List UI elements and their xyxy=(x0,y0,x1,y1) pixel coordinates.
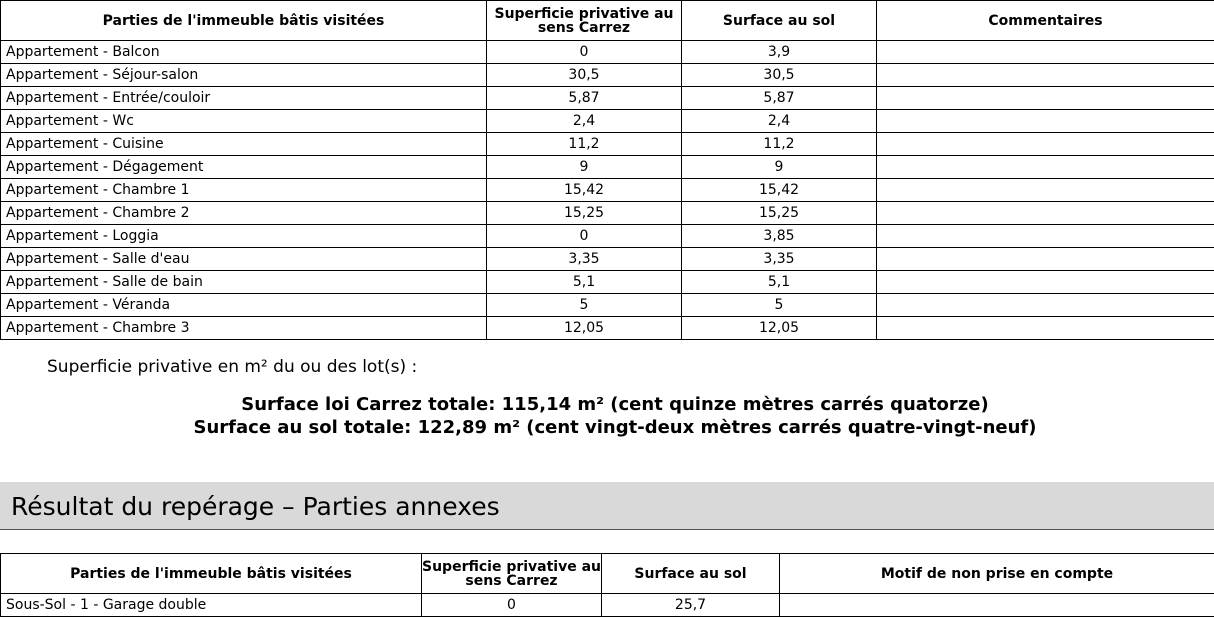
table-row xyxy=(1,317,1214,340)
table-cell: 15,42 xyxy=(487,179,682,202)
table-row xyxy=(1,179,1214,202)
sol-total: Surface au sol totale: 122,89 m² (cent vingt-deux mètres carrés quatre-vingt-neuf) xyxy=(0,417,1214,438)
table-cell: 12,05 xyxy=(487,317,682,340)
table-cell: 2,4 xyxy=(487,110,682,133)
table-cell xyxy=(877,87,1214,110)
table-header-row xyxy=(1,554,1214,594)
table-cell xyxy=(877,133,1214,156)
table-cell: 5,87 xyxy=(682,87,877,110)
table-cell: 15,42 xyxy=(682,179,877,202)
table-header-row xyxy=(1,1,1214,41)
table-cell xyxy=(877,110,1214,133)
col-header-parties: Parties de l'immeuble bâtis visitées xyxy=(1,554,422,594)
table-cell: 5,1 xyxy=(682,271,877,294)
table-cell: 3,9 xyxy=(682,41,877,64)
table-row xyxy=(1,594,1214,617)
table-cell: 11,2 xyxy=(487,133,682,156)
table-cell: Appartement - Salle de bain xyxy=(1,271,487,294)
table-cell xyxy=(877,294,1214,317)
col-header-carrez: Superficie privative au sens Carrez xyxy=(487,1,682,41)
table-row xyxy=(1,156,1214,179)
table-cell xyxy=(780,594,1214,617)
table-cell: Appartement - Chambre 2 xyxy=(1,202,487,225)
table-row xyxy=(1,271,1214,294)
table-cell: 3,85 xyxy=(682,225,877,248)
table-cell: Appartement - Salle d'eau xyxy=(1,248,487,271)
table-row xyxy=(1,64,1214,87)
table-cell: 30,5 xyxy=(682,64,877,87)
table-cell: Appartement - Chambre 3 xyxy=(1,317,487,340)
table-cell: Sous-Sol - 1 - Garage double xyxy=(1,594,422,617)
annexes-table xyxy=(0,553,1214,617)
table-cell: 0 xyxy=(487,41,682,64)
table-cell: 0 xyxy=(422,594,602,617)
table-cell xyxy=(877,179,1214,202)
table-row xyxy=(1,225,1214,248)
table-cell xyxy=(877,317,1214,340)
table-row xyxy=(1,294,1214,317)
table-cell: Appartement - Cuisine xyxy=(1,133,487,156)
table-row xyxy=(1,110,1214,133)
table-row xyxy=(1,133,1214,156)
table-cell: 15,25 xyxy=(487,202,682,225)
table-cell: Appartement - Balcon xyxy=(1,41,487,64)
table-cell xyxy=(877,41,1214,64)
superficie-subtitle: Superficie privative en m² du ou des lot(s) : xyxy=(47,357,417,377)
table-cell: 9 xyxy=(487,156,682,179)
table-cell: 11,2 xyxy=(682,133,877,156)
table-cell: 15,25 xyxy=(682,202,877,225)
col-header-carrez: Superficie privative au sens Carrez xyxy=(422,554,602,594)
table-cell xyxy=(877,156,1214,179)
table-cell: 5 xyxy=(487,294,682,317)
table-cell: Appartement - Dégagement xyxy=(1,156,487,179)
table-cell: Appartement - Séjour-salon xyxy=(1,64,487,87)
table-cell: Appartement - Véranda xyxy=(1,294,487,317)
table-cell: 5 xyxy=(682,294,877,317)
table-cell: 0 xyxy=(487,225,682,248)
carrez-total: Surface loi Carrez totale: 115,14 m² (cent quinze mètres carrés quatorze) xyxy=(0,394,1214,415)
table-cell: 2,4 xyxy=(682,110,877,133)
col-header-motif: Motif de non prise en compte xyxy=(780,554,1214,594)
table-cell: 3,35 xyxy=(682,248,877,271)
table-cell: Appartement - Loggia xyxy=(1,225,487,248)
table-cell: 30,5 xyxy=(487,64,682,87)
table-cell: 5,1 xyxy=(487,271,682,294)
table-cell: Appartement - Chambre 1 xyxy=(1,179,487,202)
table-row xyxy=(1,202,1214,225)
col-header-parties: Parties de l'immeuble bâtis visitées xyxy=(1,1,487,41)
table-cell xyxy=(877,202,1214,225)
table-cell: Appartement - Wc xyxy=(1,110,487,133)
table-cell: 25,7 xyxy=(602,594,780,617)
table-cell: 12,05 xyxy=(682,317,877,340)
col-header-sol: Surface au sol xyxy=(682,1,877,41)
table-cell xyxy=(877,225,1214,248)
table-cell: 9 xyxy=(682,156,877,179)
table-row xyxy=(1,41,1214,64)
table-row xyxy=(1,248,1214,271)
table-cell xyxy=(877,64,1214,87)
col-header-sol: Surface au sol xyxy=(602,554,780,594)
section-header-annexes xyxy=(0,482,1214,530)
table-cell: Appartement - Entrée/couloir xyxy=(1,87,487,110)
col-header-commentaires: Commentaires xyxy=(877,1,1214,41)
section-title: Résultat du repérage – Parties annexes xyxy=(11,492,500,521)
table-cell: 3,35 xyxy=(487,248,682,271)
table-cell xyxy=(877,248,1214,271)
table-cell xyxy=(877,271,1214,294)
table-cell: 5,87 xyxy=(487,87,682,110)
table-row xyxy=(1,87,1214,110)
